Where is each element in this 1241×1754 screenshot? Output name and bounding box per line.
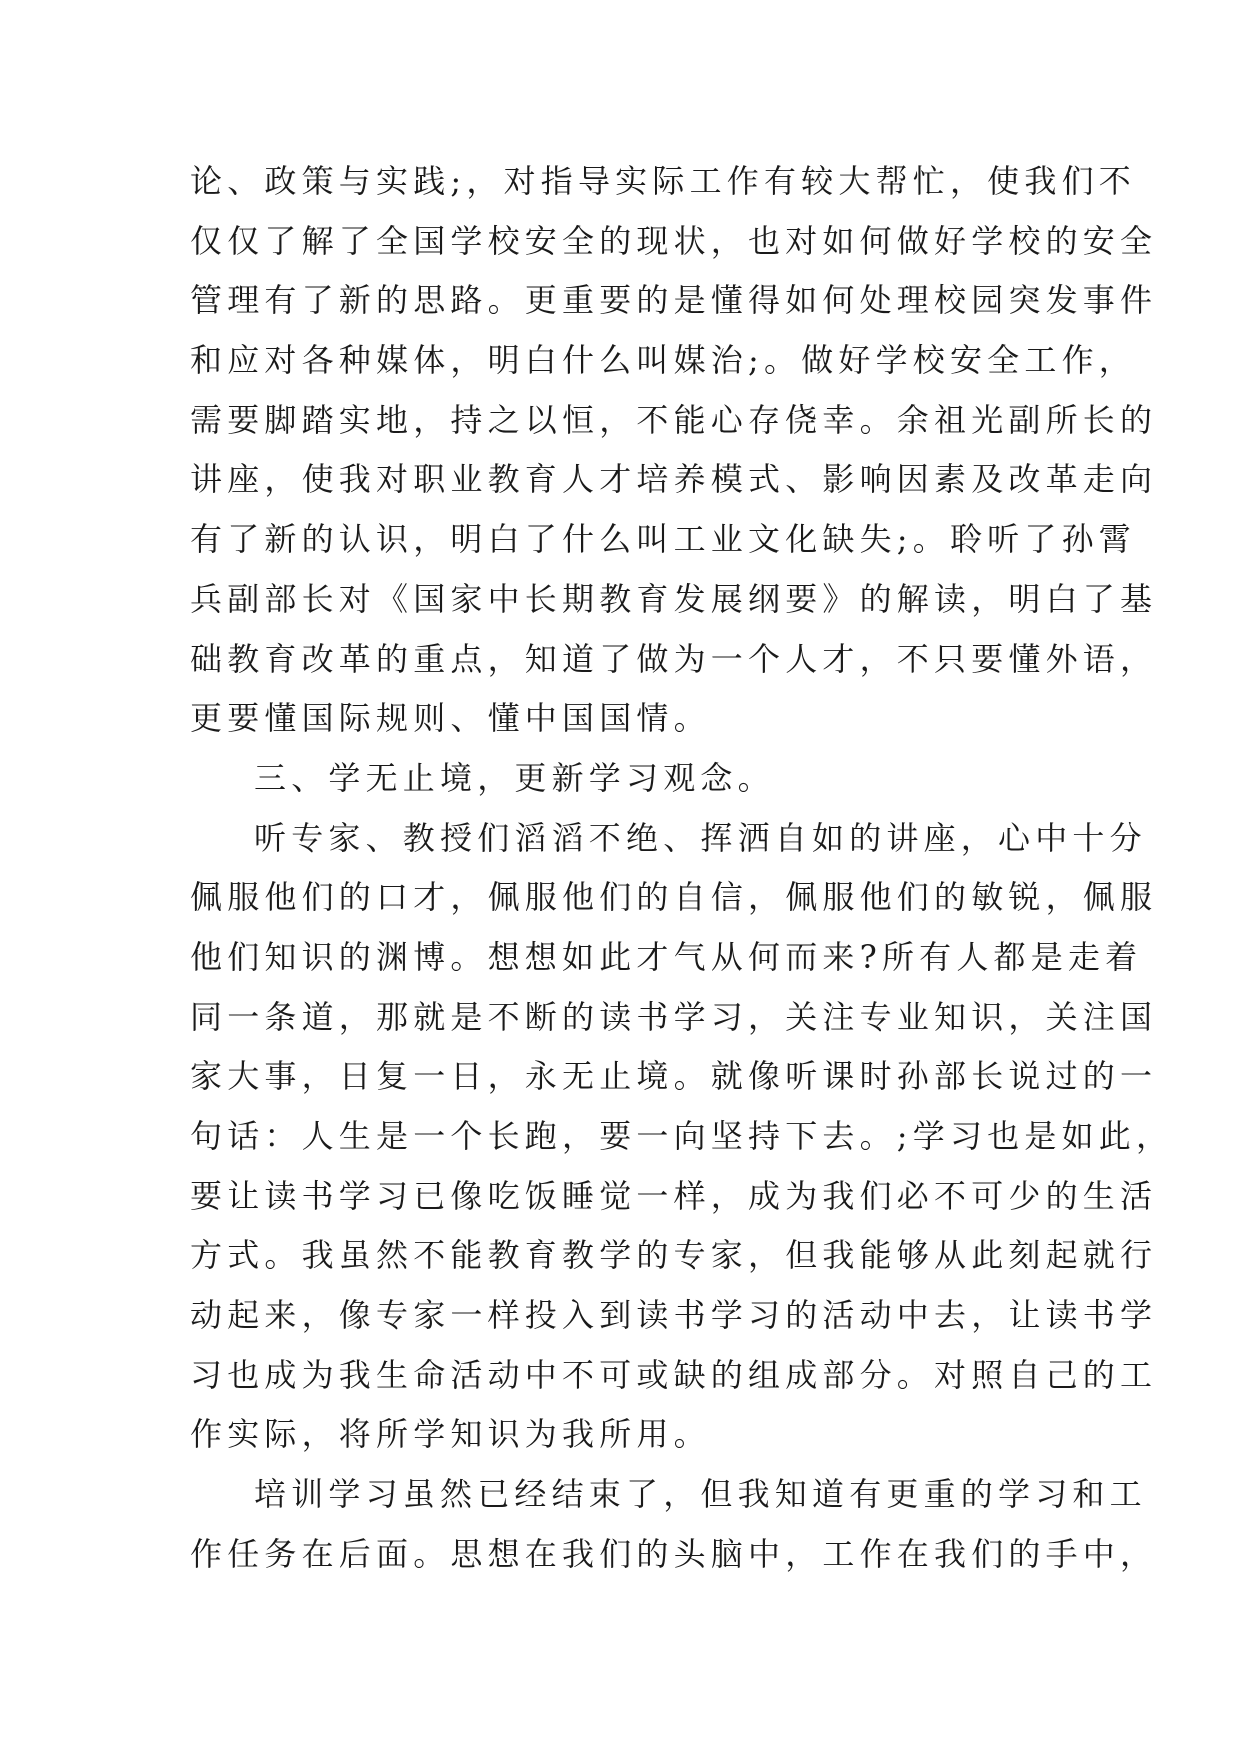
text-line: 更要懂国际规则、懂中国国情。 (190, 699, 711, 738)
text-line: 培训学习虽然已经结束了，但我知道有更重的学习和工 (254, 1475, 1147, 1514)
text-line: 础教育改革的重点，知道了做为一个人才，不只要懂外语， (190, 639, 1158, 678)
document-body (190, 152, 1174, 1585)
text-line: 和应对各种媒体，明白什么叫媒治;。做好学校安全工作， (190, 341, 1136, 380)
text-line: 方式。我虽然不能教育教学的专家，但我能够从此刻起就行 (190, 1236, 1158, 1275)
text-line: 佩服他们的口才，佩服他们的自信，佩服他们的敏锐，佩服 (190, 878, 1158, 917)
section-heading: 三、学无止境，更新学习观念。 (254, 758, 775, 797)
text-line: 论、政策与实践;，对指导实际工作有较大帮忙，使我们不 (190, 162, 1136, 200)
text-line: 管理有了新的思路。更重要的是懂得如何处理校园突发事件 (190, 281, 1158, 320)
text-line: 听专家、教授们滔滔不绝、挥洒自如的讲座，心中十分 (254, 818, 1147, 857)
text-line: 句话：人生是一个长跑，要一向坚持下去。;学习也是如此， (190, 1117, 1174, 1155)
text-line: 同一条道，那就是不断的读书学习，关注专业知识，关注国 (190, 997, 1158, 1036)
text-line: 兵副部长对《国家中长期教育发展纲要》的解读，明白了基 (190, 579, 1158, 618)
text-line: 他们知识的渊博。想想如此才气从何而来?所有人都是走着 (190, 937, 1143, 976)
text-line: 作任务在后面。思想在我们的头脑中，工作在我们的手中， (190, 1534, 1158, 1573)
text-line: 需要脚踏实地，持之以恒，不能心存侥幸。余祖光副所长的 (190, 400, 1158, 439)
text-line: 作实际，将所学知识为我所用。 (190, 1415, 711, 1454)
text-line: 仅仅了解了全国学校安全的现状，也对如何做好学校的安全 (190, 221, 1158, 260)
text-line: 家大事，日复一日，永无止境。就像听课时孙部长说过的一 (190, 1057, 1158, 1096)
text-line: 习也成为我生命活动中不可或缺的组成部分。对照自己的工 (190, 1355, 1158, 1394)
text-line: 动起来，像专家一样投入到读书学习的活动中去，让读书学 (190, 1296, 1158, 1335)
text-line: 讲座，使我对职业教育人才培养模式、影响因素及改革走向 (190, 460, 1158, 499)
text-line: 要让读书学习已像吃饭睡觉一样，成为我们必不可少的生活 (190, 1176, 1158, 1215)
text-line: 有了新的认识，明白了什么叫工业文化缺失;。聆听了孙霄 (190, 520, 1136, 559)
